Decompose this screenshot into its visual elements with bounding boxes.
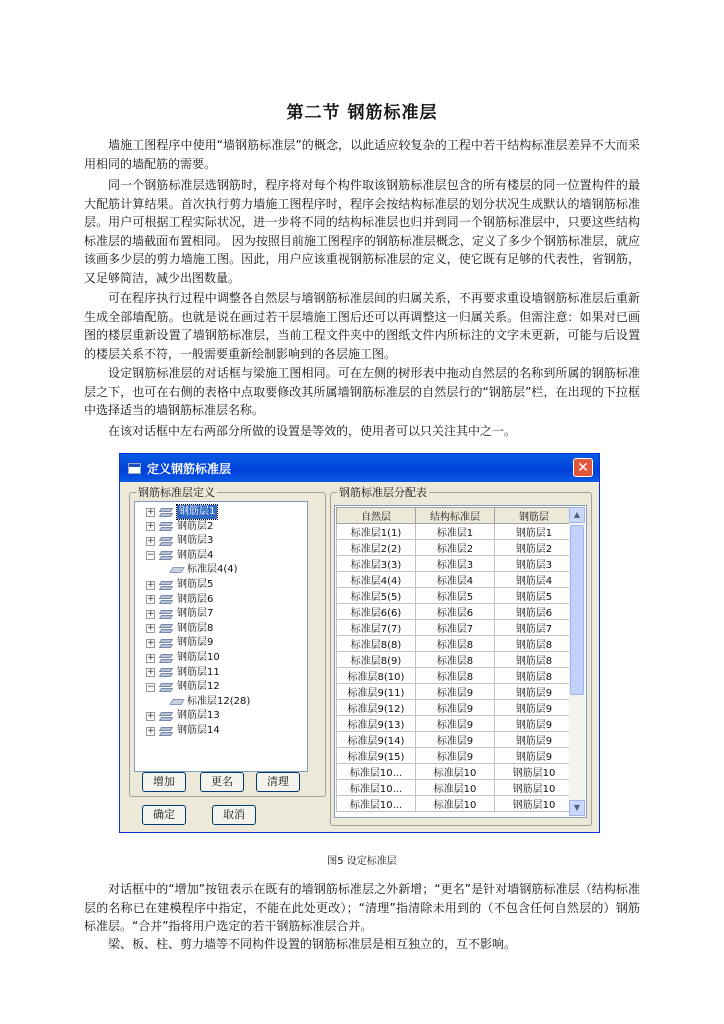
tree-item[interactable]: [135, 593, 213, 607]
cell-structural-standard-layer[interactable]: 标准层9: [416, 748, 495, 764]
tree-item-label: 钢筋层2: [177, 520, 214, 532]
figure-caption: 图5 设定标准层: [327, 856, 397, 867]
paragraph: 梁、板、柱、剪力墙等不同构件设置的钢筋标准层是相互独立的，互不影响。: [108, 937, 517, 951]
layers-icon: [159, 668, 173, 677]
header-structural-standard-layer[interactable]: 结构标准层: [416, 508, 495, 524]
cell-rebar-layer[interactable]: 钢筋层9: [495, 716, 574, 732]
rename-button[interactable]: 更名: [200, 772, 244, 792]
cell-rebar-layer[interactable]: 钢筋层8: [495, 668, 574, 684]
ok-button[interactable]: 确定: [142, 805, 186, 825]
cell-rebar-layer[interactable]: 钢筋层8: [495, 636, 574, 652]
add-button[interactable]: 增加: [142, 772, 186, 792]
table-row[interactable]: [337, 748, 574, 764]
cell-rebar-layer[interactable]: 钢筋层8: [495, 652, 574, 668]
assignment-table[interactable]: [334, 505, 587, 818]
table-header-row: [337, 508, 574, 524]
table-row[interactable]: [337, 780, 574, 796]
table-row[interactable]: [337, 668, 574, 684]
layers-icon: [159, 522, 173, 531]
cell-natural-floor[interactable]: 标准层8(8): [337, 636, 416, 652]
layers-icon: [159, 624, 173, 633]
expand-icon[interactable]: +: [147, 594, 155, 605]
cell-structural-standard-layer[interactable]: 标准层5: [416, 588, 495, 604]
table-row[interactable]: [337, 556, 574, 572]
tree-item[interactable]: [135, 607, 213, 621]
cell-natural-floor[interactable]: 标准层2(2): [337, 540, 416, 556]
layers-icon: [159, 581, 173, 590]
expand-icon[interactable]: +: [147, 506, 155, 517]
cell-structural-standard-layer[interactable]: 标准层9: [416, 684, 495, 700]
close-icon: ✕: [577, 460, 589, 476]
table-row[interactable]: [337, 604, 574, 620]
cell-natural-floor[interactable]: 标准层10...: [337, 780, 416, 796]
cell-natural-floor[interactable]: 标准层9(14): [337, 732, 416, 748]
scroll-thumb[interactable]: [570, 525, 584, 695]
expand-icon[interactable]: +: [147, 710, 155, 721]
tree-item-label: 钢筋层1: [179, 506, 216, 517]
cell-natural-floor[interactable]: 标准层5(5): [337, 588, 416, 604]
tree-item-label: 钢筋层13: [177, 710, 220, 722]
cell-rebar-layer[interactable]: 钢筋层10: [495, 780, 574, 796]
close-button[interactable]: [573, 458, 593, 477]
tree-item-label: 标准层12(28): [187, 695, 251, 707]
window-icon: [128, 463, 141, 474]
scroll-up-button[interactable]: [569, 507, 585, 523]
table-row[interactable]: [337, 684, 574, 700]
dialog-title: 定义钢筋标准层: [147, 461, 232, 476]
cell-structural-standard-layer[interactable]: 标准层1: [416, 524, 495, 540]
cell-rebar-layer[interactable]: 钢筋层7: [495, 620, 574, 636]
tree-item-label: 钢筋层9: [177, 637, 214, 649]
cell-rebar-layer[interactable]: 钢筋层4: [495, 572, 574, 588]
vertical-scrollbar[interactable]: [569, 507, 585, 816]
table-row[interactable]: [337, 732, 574, 748]
paragraph: 墙施工图程序中使用“墙钢筋标准层”的概念，以此适应较复杂的工程中若干结构标准层差异不大而采用相同的墙配筋的需要。: [84, 138, 640, 171]
tree-item[interactable]: [135, 505, 217, 519]
layers-icon: [159, 610, 173, 619]
layers-icon: [159, 595, 173, 604]
cell-structural-standard-layer[interactable]: 标准层4: [416, 572, 495, 588]
tree-item[interactable]: [135, 622, 213, 636]
expand-icon[interactable]: +: [147, 521, 155, 532]
chevron-down-icon: ▼: [573, 803, 581, 812]
expand-icon[interactable]: +: [147, 725, 155, 736]
cell-natural-floor[interactable]: 标准层3(3): [337, 556, 416, 572]
paragraph: 在该对话框中左右两部分所做的设置是等效的，使用者可以只关注其中之一。: [108, 424, 517, 438]
clean-button[interactable]: 清理: [256, 772, 300, 792]
expand-icon[interactable]: +: [147, 623, 155, 634]
cell-structural-standard-layer[interactable]: 标准层7: [416, 620, 495, 636]
cell-natural-floor[interactable]: 标准层9(15): [337, 748, 416, 764]
cell-structural-standard-layer[interactable]: 标准层10: [416, 796, 495, 812]
cell-natural-floor[interactable]: 标准层9(11): [337, 684, 416, 700]
header-natural-floor[interactable]: 自然层: [337, 508, 416, 524]
define-rebar-standard-layer-dialog: [119, 453, 600, 833]
cell-rebar-layer[interactable]: 钢筋层10: [495, 796, 574, 812]
cell-natural-floor[interactable]: 标准层10...: [337, 764, 416, 780]
rebar-layer-tree[interactable]: [134, 501, 308, 772]
tree-item[interactable]: [135, 520, 213, 534]
expand-icon[interactable]: +: [147, 579, 155, 590]
scroll-down-button[interactable]: [569, 800, 585, 816]
paragraph: 对话框中的“增加”按钮表示在既有的墙钢筋标准层之外新增；“更名”是针对墙钢筋标准层（结构标准层的名称已在建模程序中指定，不能在此处更改）；“清理”指清除未用到的（不包含任何自然层的）钢筋标准层。“合并”指将用户选定的若干钢筋标准层合并。: [84, 882, 640, 933]
tree-item[interactable]: [135, 534, 213, 548]
tree-item[interactable]: [135, 651, 220, 665]
tree-item-label: 钢筋层5: [177, 579, 214, 590]
cell-structural-standard-layer[interactable]: 标准层9: [416, 716, 495, 732]
paragraph: 可在程序执行过程中调整各自然层与墙钢筋标准层间的归属关系，不再要求重设墙钢筋标准层后重新生成全部墙配筋。也就是说在画过若干层墙施工图后还可以再调整这一归属关系。但需注意：如果对已画图的楼层重新设置了墙钢筋标准层，当前工程文件夹中的图纸文件内所标注的文字未更新，可能与后设置的楼层关系不符，一般需要重新绘制影响到的各层施工图。: [84, 291, 640, 361]
cell-natural-floor[interactable]: 标准层4(4): [337, 572, 416, 588]
cell-natural-floor[interactable]: 标准层7(7): [337, 620, 416, 636]
floor-icon: [169, 567, 184, 573]
layers-icon: [159, 508, 173, 517]
table-row[interactable]: [337, 764, 574, 780]
layers-icon: [159, 551, 173, 560]
cell-structural-standard-layer[interactable]: 标准层8: [416, 636, 495, 652]
table-row[interactable]: [337, 796, 574, 812]
cell-natural-floor[interactable]: 标准层9(13): [337, 716, 416, 732]
cell-structural-standard-layer[interactable]: 标准层8: [416, 652, 495, 668]
cell-rebar-layer[interactable]: 钢筋层10: [495, 764, 574, 780]
cell-structural-standard-layer[interactable]: 标准层9: [416, 700, 495, 716]
tree-item-label: 钢筋层12: [177, 681, 220, 693]
expand-icon[interactable]: +: [147, 608, 155, 619]
cell-rebar-layer[interactable]: 钢筋层9: [495, 732, 574, 748]
table-row[interactable]: [337, 588, 574, 604]
expand-icon[interactable]: +: [147, 667, 155, 678]
cell-natural-floor[interactable]: 标准层9(12): [337, 700, 416, 716]
tree-item-label: 钢筋层4: [177, 549, 214, 561]
tree-item-label: 钢筋层8: [177, 622, 214, 634]
tree-item[interactable]: [135, 680, 220, 694]
table-row[interactable]: [337, 700, 574, 716]
layers-icon: [159, 654, 173, 663]
cell-structural-standard-layer[interactable]: 标准层9: [416, 732, 495, 748]
tree-item[interactable]: [135, 578, 213, 592]
tree-item[interactable]: [135, 724, 220, 738]
table-row[interactable]: [337, 524, 574, 540]
layers-icon: [159, 727, 173, 736]
chevron-up-icon: ▲: [573, 510, 581, 519]
expand-icon[interactable]: +: [147, 535, 155, 546]
tree-item[interactable]: [135, 636, 213, 650]
cell-structural-standard-layer[interactable]: 标准层10: [416, 780, 495, 796]
tree-item[interactable]: [135, 563, 238, 577]
cell-structural-standard-layer[interactable]: 标准层3: [416, 556, 495, 572]
cell-natural-floor[interactable]: 标准层1(1): [337, 524, 416, 540]
cell-rebar-layer[interactable]: 钢筋层6: [495, 604, 574, 620]
tree-item-label: 钢筋层10: [177, 652, 220, 663]
paragraph: 同一个钢筋标准层选钢筋时，程序将对每个构件取该钢筋标准层包含的所有楼层的同一位置构件的最大配筋计算结果。首次执行剪力墙施工图程序时，程序会按结构标准层的划分状况生成默认的墙钢筋标准层。用户可根据工程实际状况，进一步将不同的结构标准层也归并到同一个钢筋标准层中，只要这些结构标准层的墙截面布置相同。 因为按照目前施工图程序的钢筋标准层概念，定义了多少个钢筋标准层，就应该画多少层的剪力墙施工图。因此，用户应该重视钢筋标准层的定义，使它既有足够的代表性，省钢筋，又足够简洁，减少出图数量。: [84, 178, 640, 285]
table-row[interactable]: [337, 636, 574, 652]
group-label: 钢筋标准层定义: [138, 486, 215, 499]
header-rebar-layer[interactable]: 钢筋层: [495, 508, 574, 524]
tree-item-label: 标准层4(4): [187, 564, 238, 576]
paragraph: 设定钢筋标准层的对话框与梁施工图相同。可在左侧的树形表中拖动自然层的名称到所属的钢筋标准层之下，也可在右侧的表格中点取要修改其所属墙钢筋标准层的自然层行的“钢筋层”栏，在出现的下拉框中选择适当的墙钢筋标准层名称。: [84, 366, 640, 417]
tree-item-label: 钢筋层7: [177, 608, 214, 620]
cell-natural-floor[interactable]: 标准层8(9): [337, 652, 416, 668]
cell-rebar-layer[interactable]: 钢筋层5: [495, 588, 574, 604]
tree-item-label: 钢筋层14: [177, 725, 220, 736]
expand-icon[interactable]: +: [147, 652, 155, 663]
cell-structural-standard-layer[interactable]: 标准层2: [416, 540, 495, 556]
cancel-button[interactable]: 取消: [212, 805, 256, 825]
table-row[interactable]: [337, 716, 574, 732]
group-label: 钢筋标准层分配表: [339, 486, 427, 499]
tree-item-label: 钢筋层6: [177, 593, 214, 605]
page-title: 第二节 钢筋标准层: [286, 103, 438, 123]
layers-icon: [159, 683, 173, 692]
tree-item[interactable]: [135, 695, 250, 709]
tree-item[interactable]: [135, 666, 220, 680]
collapse-icon[interactable]: −: [147, 681, 155, 692]
cell-natural-floor[interactable]: 标准层6(6): [337, 604, 416, 620]
tree-item[interactable]: [135, 709, 220, 723]
dialog-titlebar[interactable]: [120, 454, 599, 482]
tree-item-label: 钢筋层3: [177, 535, 214, 547]
layers-icon: [159, 639, 173, 648]
cell-natural-floor[interactable]: 标准层10...: [337, 796, 416, 812]
tree-item-label: 钢筋层11: [177, 666, 220, 678]
cell-natural-floor[interactable]: 标准层8(10): [337, 668, 416, 684]
table-row[interactable]: [337, 652, 574, 668]
layers-icon: [159, 537, 173, 546]
cell-rebar-layer[interactable]: 钢筋层9: [495, 684, 574, 700]
cell-rebar-layer[interactable]: 钢筋层9: [495, 748, 574, 764]
cell-rebar-layer[interactable]: 钢筋层1: [495, 524, 574, 540]
tree-item[interactable]: [135, 549, 213, 563]
table-row[interactable]: [337, 540, 574, 556]
cell-structural-standard-layer[interactable]: 标准层6: [416, 604, 495, 620]
cell-structural-standard-layer[interactable]: 标准层8: [416, 668, 495, 684]
floor-icon: [169, 699, 184, 705]
cell-rebar-layer[interactable]: 钢筋层2: [495, 540, 574, 556]
layers-icon: [159, 712, 173, 721]
table-row[interactable]: [337, 620, 574, 636]
table-row[interactable]: [337, 572, 574, 588]
expand-icon[interactable]: +: [147, 637, 155, 648]
cell-structural-standard-layer[interactable]: 标准层10: [416, 764, 495, 780]
collapse-icon[interactable]: −: [147, 550, 155, 561]
cell-rebar-layer[interactable]: 钢筋层3: [495, 556, 574, 572]
cell-rebar-layer[interactable]: 钢筋层9: [495, 700, 574, 716]
